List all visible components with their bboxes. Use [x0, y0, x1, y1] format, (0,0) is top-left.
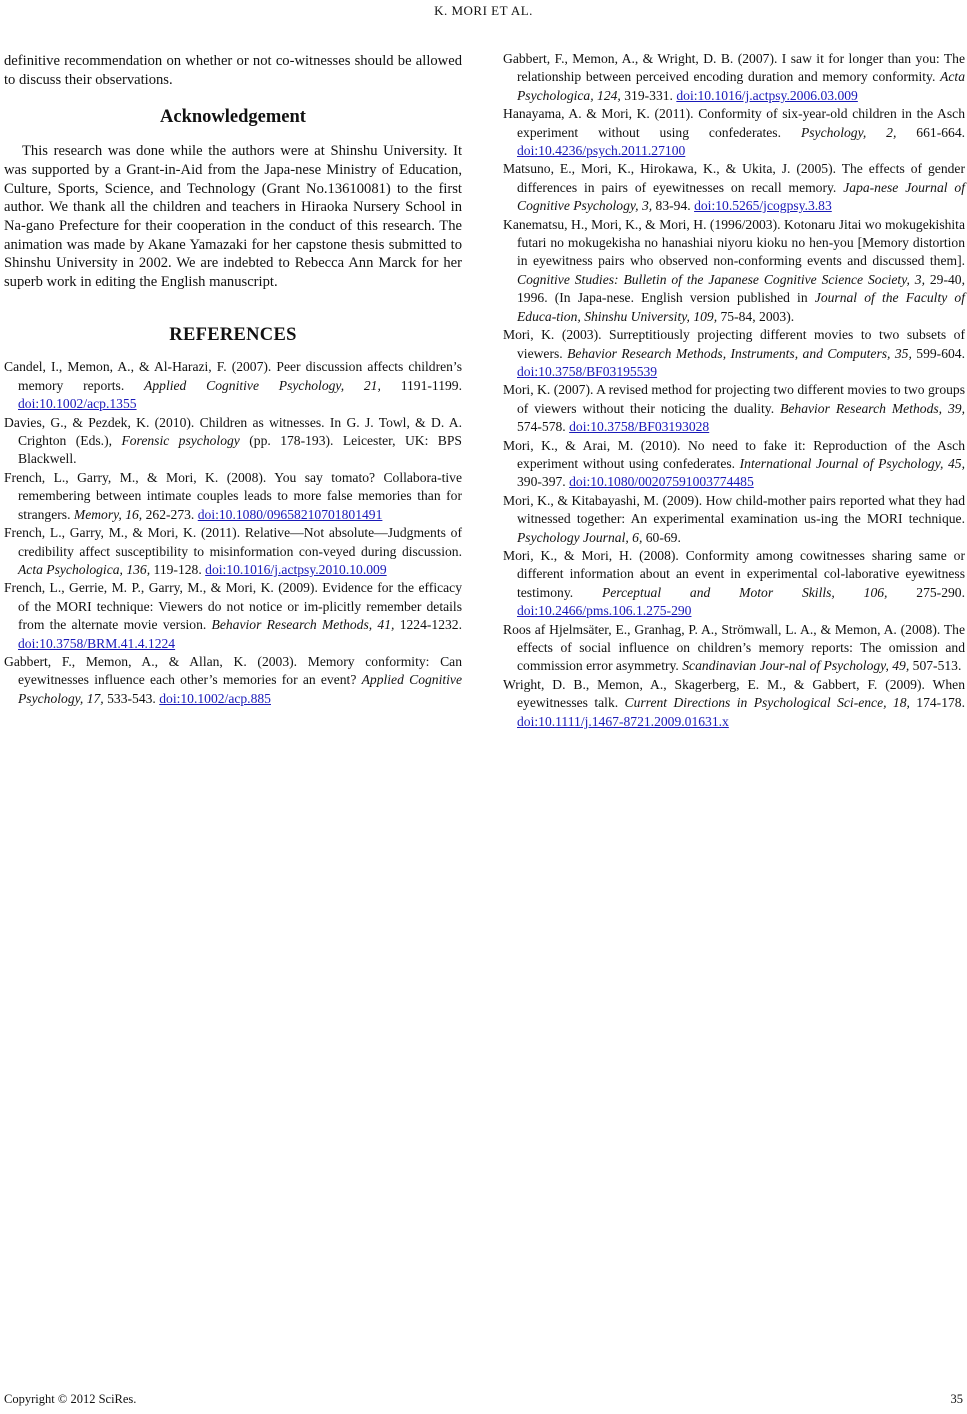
doi-link[interactable]: doi:10.1080/09658210701801491	[197, 506, 383, 522]
reference-pages: 1191-1199.	[380, 377, 462, 393]
acknowledgement-paragraph: This research was done while the authors were at Shinshu University. It was supported by a Grant-in-Aid from the Japa-nese Ministry of Education, Culture, Sports, Science, and Technology (Grant No.13610081) to the first author. We thank all the children and teachers in Hiraoka Nursery School in Na-gano Prefecture for their cooperation in the conduct of this research. The animation was made by Akane Yamazaki for her capstone thesis submitted to Shinshu University in 2002. We are indebted to Rebecca Ann Marck for her superb work in editing the English manuscript.	[4, 143, 462, 291]
reference-journal: Perceptual and Motor Skills, 106,	[601, 584, 888, 600]
doi-link[interactable]: doi:10.4236/psych.2011.27100	[517, 143, 686, 159]
reference-text: Gabbert, F., Memon, A., & Allan, K. (2003). Memory conformity: Can eyewitnesses influence each other’s memories for an event?	[4, 653, 462, 688]
reference-entry	[4, 653, 462, 708]
copyright-notice: Copyright © 2012 SciRes.	[4, 1392, 137, 1406]
running-head: K. MORI ET AL.	[434, 3, 533, 18]
reference-entry	[503, 105, 965, 160]
reference-pages: 533-543.	[103, 690, 160, 706]
reference-pages: 1224-1232.	[394, 617, 462, 633]
reference-pages: 574-578.	[517, 419, 570, 435]
doi-link[interactable]: doi:10.3758/BF03193028	[569, 419, 710, 435]
reference-pages: 119-128.	[150, 561, 206, 577]
reference-text: Davies, G., & Pezdek, K. (2010). Children as witnesses. In G. J. Towl, & D. A. Crighton (Eds.),	[4, 414, 462, 449]
reference-entry	[503, 216, 965, 326]
reference-journal: Behavior Research Methods, Instruments, and Computers, 35,	[567, 345, 912, 361]
intro-paragraph: definitive recommendation on whether or not co-witnesses should be allowed to discuss their observations.	[4, 53, 462, 88]
reference-entry	[503, 621, 965, 676]
reference-list-left	[4, 358, 462, 708]
reference-text: Matsuno, E., Mori, K., Hirokawa, K., & Ukita, J. (2005). The effects of gender differences in pairs of eyewitnesses on recall memory.	[503, 161, 965, 195]
reference-entry	[4, 524, 462, 579]
reference-entry	[503, 381, 965, 436]
reference-journal: Applied Cognitive Psychology, 17,	[18, 672, 462, 706]
reference-entry	[503, 437, 965, 492]
reference-pages: (pp. 178-193). Leicester, UK: BPS Blackwell.	[18, 433, 462, 467]
reference-pages: 390-397.	[517, 474, 570, 490]
reference-journal: Psychology Journal, 6,	[517, 529, 643, 545]
reference-journal: Applied Cognitive Psychology, 21,	[144, 377, 381, 393]
reference-pages: 75-84, 2003).	[717, 308, 795, 324]
reference-entry	[4, 469, 462, 524]
reference-journal: Behavior Research Methods, 39,	[780, 400, 965, 416]
reference-journal: Psychology, 2,	[800, 124, 897, 140]
reference-journal: Cognitive Studies: Bulletin of the Japanese Cognitive Science Society, 3,	[517, 271, 925, 287]
reference-journal: International Journal of Psychology, 45,	[739, 455, 965, 471]
doi-link[interactable]: doi:10.1111/j.1467-8721.2009.01631.x	[517, 713, 729, 729]
doi-link[interactable]: doi:10.1016/j.actpsy.2006.03.009	[676, 87, 858, 103]
reference-text: Roos af Hjelmsäter, E., Granhag, P. A., Strömwall, L. A., & Memon, A. (2008). The effects of social influence on children’s memory reports: The omission and commission error asymmetry.	[503, 621, 965, 674]
reference-entry	[503, 50, 965, 105]
reference-journal: Memory, 16,	[73, 506, 143, 522]
reference-text: Mori, K. (2003). Surreptitiously projecting different movies to two subsets of viewers.	[503, 327, 965, 361]
reference-text: Kanematsu, H., Mori, K., & Mori, H. (1996/2003). Kotonaru Jitai wo mokugekishita futari no mokugekisha no hanashiai niyoru kioku no hen-you [Memory distortion in eyewitness pairs who observed non-conforming events and discussed them].	[503, 216, 965, 269]
reference-text: Candel, I., Memon, A., & Al-Harazi, F. (2007). Peer discussion affects children’s memory reports.	[4, 359, 462, 393]
reference-entry	[503, 492, 965, 547]
reference-pages: 83-94.	[652, 198, 695, 214]
reference-entry	[503, 547, 965, 621]
reference-journal: Current Directions in Psychological Sci-ence, 18,	[624, 695, 910, 711]
reference-text: Mori, K., & Arai, M. (2010). No need to fake it: Reproduction of the Asch experiment without using confederates.	[503, 437, 965, 471]
reference-pages: 262-273.	[142, 506, 198, 522]
reference-text: Hanayama, A. & Mori, K. (2011). Conformity of six-year-old children in the Asch experiment without using confederates.	[503, 106, 965, 140]
reference-text: Mori, K. (2007). A revised method for projecting two different movies to two groups of viewers without their noticing the duality.	[503, 382, 965, 416]
reference-pages: 60-69.	[642, 529, 681, 545]
doi-link[interactable]: doi:10.3758/BRM.41.4.1224	[18, 635, 176, 651]
reference-text: Mori, K., & Kitabayashi, M. (2009). How child-mother pairs reported what they had witnessed together: An experimental examination us-ing the MORI technique.	[503, 492, 965, 527]
reference-journal: Japa-nese Journal of Cognitive Psychology, 3,	[517, 179, 966, 214]
reference-pages: 275-290.	[887, 584, 965, 600]
doi-link[interactable]: doi:10.3758/BF03195539	[517, 363, 658, 379]
doi-link[interactable]: doi:10.1002/acp.1355	[18, 396, 137, 412]
reference-pages: 661-664.	[896, 124, 966, 140]
doi-link[interactable]: doi:10.1016/j.actpsy.2010.10.009	[205, 561, 387, 577]
page-number: 35	[950, 1392, 963, 1406]
reference-pages: 507-513.	[909, 658, 962, 674]
reference-journal: Behavior Research Methods, 41,	[211, 617, 395, 633]
reference-list-right	[503, 50, 965, 731]
reference-pages: 29-40, 1996. (In Japa-nese. English version published in	[517, 271, 965, 306]
reference-journal: Acta Psychologica, 136,	[18, 561, 151, 577]
doi-link[interactable]: doi:10.2466/pms.106.1.275-290	[517, 603, 692, 619]
reference-journal: Scandinavian Jour-nal of Psychology, 49,	[682, 658, 910, 674]
reference-pages: 599-604.	[911, 345, 965, 361]
reference-journal: Acta Psychologica, 124,	[517, 69, 965, 103]
reference-pages: 174-178.	[909, 695, 965, 711]
reference-entry	[4, 358, 462, 413]
reference-text: Wright, D. B., Memon, A., Skagerberg, E. M., & Gabbert, F. (2009). When eyewitnesses talk.	[503, 676, 965, 711]
reference-text: French, L., Gerrie, M. P., Garry, M., & Mori, K. (2009). Evidence for the efficacy of the MORI technique: Viewers do not notice or im-plicitly remember details from the alternate movie version.	[4, 580, 462, 633]
reference-entry	[503, 326, 965, 381]
reference-pages: 319-331.	[620, 87, 677, 103]
acknowledgement-heading: Acknowledgement	[160, 107, 306, 128]
reference-journal: Forensic psychology	[121, 433, 240, 449]
reference-entry	[4, 579, 462, 653]
reference-text: Mori, K., & Mori, H. (2008). Conformity among cowitnesses sharing same or different information about an event in experimental col-laborative eyewitness testimony.	[503, 547, 965, 600]
reference-entry	[503, 676, 965, 731]
reference-entry	[4, 414, 462, 469]
reference-text: Gabbert, F., Memon, A., & Wright, D. B. (2007). I saw it for longer than you: The relationship between perceived encoding duration and memory conformity.	[503, 51, 965, 85]
references-heading: REFERENCES	[169, 324, 297, 345]
reference-text: French, L., Garry, M., & Mori, K. (2011). Relative—Not absolute—Judgments of credibility affect susceptibility to misinformation con-veyed during discussion.	[4, 525, 462, 559]
reference-text: French, L., Garry, M., & Mori, K. (2008). You say tomato? Collabora-tive remembering between intimate couples leads to more false memories than for strangers.	[4, 469, 462, 522]
doi-link[interactable]: doi:10.5265/jcogpsy.3.83	[694, 198, 832, 214]
left-column	[4, 52, 462, 708]
doi-link[interactable]: doi:10.1080/00207591003774485	[569, 474, 754, 490]
reference-entry	[503, 160, 965, 215]
reference-journal: Journal of the Faculty of Educa-tion, Shinshu University, 109,	[517, 290, 966, 324]
right-column	[503, 50, 965, 731]
doi-link[interactable]: doi:10.1002/acp.885	[159, 690, 271, 706]
